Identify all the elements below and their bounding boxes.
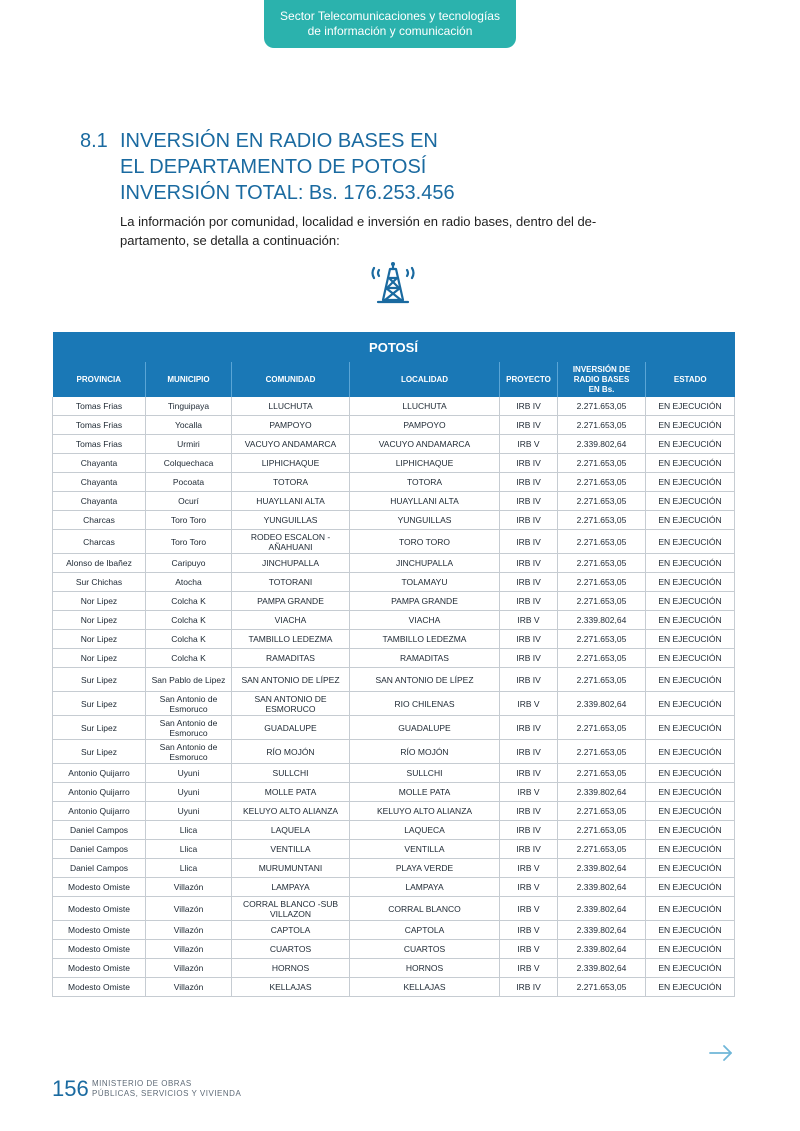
municipio-cell: Colcha K [146, 592, 232, 611]
estado-cell: EN EJECUCIÓN [646, 716, 735, 740]
table-row [53, 492, 735, 511]
municipio-cell: Ocurí [146, 492, 232, 511]
localidad-cell: PLAYA VERDE [350, 859, 500, 878]
col-header-proyecto: PROYECTO [500, 362, 558, 397]
ministry-name [92, 1079, 241, 1099]
comunidad-cell: HUAYLLANI ALTA [232, 492, 350, 511]
estado-cell: EN EJECUCIÓN [646, 473, 735, 492]
municipio-cell: Colcha K [146, 649, 232, 668]
proyecto-cell: IRB IV [500, 802, 558, 821]
table-row [53, 840, 735, 859]
municipio-cell: Uyuni [146, 783, 232, 802]
table-row [53, 764, 735, 783]
localidad-cell: LAQUECA [350, 821, 500, 840]
comunidad-cell: LAQUELA [232, 821, 350, 840]
proyecto-cell: IRB IV [500, 592, 558, 611]
inversion-cell: 2.271.653,05 [558, 840, 646, 859]
municipio-cell: Llica [146, 859, 232, 878]
estado-cell: EN EJECUCIÓN [646, 740, 735, 764]
inversion-cell: 2.271.653,05 [558, 716, 646, 740]
proyecto-cell: IRB IV [500, 740, 558, 764]
table-row [53, 897, 735, 921]
inversion-cell: 2.271.653,05 [558, 802, 646, 821]
estado-cell: EN EJECUCIÓN [646, 978, 735, 997]
comunidad-cell: LAMPAYA [232, 878, 350, 897]
inversion-cell: 2.271.653,05 [558, 492, 646, 511]
municipio-cell: Villazón [146, 940, 232, 959]
localidad-cell: PAMPOYO [350, 416, 500, 435]
proyecto-cell: IRB V [500, 859, 558, 878]
intro-line1: La información por comunidad, localidad e inversión en radio bases, dentro del de- [120, 214, 597, 229]
header-tab [264, 0, 516, 48]
municipio-cell: Caripuyo [146, 554, 232, 573]
estado-cell: EN EJECUCIÓN [646, 611, 735, 630]
municipio-cell: Llica [146, 821, 232, 840]
provincia-cell: Sur Lipez [53, 692, 146, 716]
localidad-cell: RIO CHILENAS [350, 692, 500, 716]
inversion-cell: 2.339.802,64 [558, 940, 646, 959]
radio-tower-icon [370, 260, 416, 306]
provincia-cell: Antonio Quijarro [53, 783, 146, 802]
comunidad-cell: SULLCHI [232, 764, 350, 783]
provincia-cell: Charcas [53, 511, 146, 530]
inversion-cell: 2.271.653,05 [558, 554, 646, 573]
proyecto-cell: IRB IV [500, 649, 558, 668]
comunidad-cell: TOTORANI [232, 573, 350, 592]
municipio-cell: Uyuni [146, 764, 232, 783]
estado-cell: EN EJECUCIÓN [646, 802, 735, 821]
localidad-cell: YUNGUILLAS [350, 511, 500, 530]
estado-cell: EN EJECUCIÓN [646, 940, 735, 959]
localidad-cell: LIPHICHAQUE [350, 454, 500, 473]
provincia-cell: Nor Lipez [53, 611, 146, 630]
proyecto-cell: IRB V [500, 897, 558, 921]
inversion-cell: 2.271.653,05 [558, 454, 646, 473]
localidad-cell: LLUCHUTA [350, 397, 500, 416]
inversion-cell: 2.271.653,05 [558, 397, 646, 416]
proyecto-cell: IRB IV [500, 764, 558, 783]
table-row [53, 397, 735, 416]
proyecto-cell: IRB IV [500, 668, 558, 692]
comunidad-cell: VIACHA [232, 611, 350, 630]
proyecto-cell: IRB IV [500, 716, 558, 740]
estado-cell: EN EJECUCIÓN [646, 416, 735, 435]
proyecto-cell: IRB IV [500, 416, 558, 435]
estado-cell: EN EJECUCIÓN [646, 511, 735, 530]
municipio-cell: Toro Toro [146, 511, 232, 530]
estado-cell: EN EJECUCIÓN [646, 573, 735, 592]
col-header-municipio: MUNICIPIO [146, 362, 232, 397]
inversion-cell: 2.339.802,64 [558, 611, 646, 630]
comunidad-cell: HORNOS [232, 959, 350, 978]
table-row [53, 978, 735, 997]
inversion-cell: 2.271.653,05 [558, 668, 646, 692]
provincia-cell: Tomas Frias [53, 435, 146, 454]
comunidad-cell: KELUYO ALTO ALIANZA [232, 802, 350, 821]
col-header-localidad: LOCALIDAD [350, 362, 500, 397]
estado-cell: EN EJECUCIÓN [646, 554, 735, 573]
table-row [53, 454, 735, 473]
table-row [53, 630, 735, 649]
provincia-cell: Sur Lipez [53, 668, 146, 692]
localidad-cell: GUADALUPE [350, 716, 500, 740]
inversion-cell: 2.271.653,05 [558, 530, 646, 554]
provincia-cell: Sur Lipez [53, 716, 146, 740]
proyecto-cell: IRB IV [500, 573, 558, 592]
provincia-cell: Nor Lipez [53, 592, 146, 611]
estado-cell: EN EJECUCIÓN [646, 592, 735, 611]
comunidad-cell: PAMPA GRANDE [232, 592, 350, 611]
inversion-cell: 2.271.653,05 [558, 740, 646, 764]
table-title: POTOSÍ [53, 332, 735, 362]
table-row [53, 921, 735, 940]
table-row [53, 878, 735, 897]
proyecto-cell: IRB V [500, 611, 558, 630]
inversion-cell: 2.271.653,05 [558, 473, 646, 492]
table-row [53, 573, 735, 592]
table-row [53, 692, 735, 716]
table-row [53, 859, 735, 878]
table-row [53, 611, 735, 630]
localidad-cell: CORRAL BLANCO [350, 897, 500, 921]
estado-cell: EN EJECUCIÓN [646, 649, 735, 668]
localidad-cell: VENTILLA [350, 840, 500, 859]
provincia-cell: Modesto Omiste [53, 978, 146, 997]
estado-cell: EN EJECUCIÓN [646, 692, 735, 716]
localidad-cell: HUAYLLANI ALTA [350, 492, 500, 511]
provincia-cell: Modesto Omiste [53, 940, 146, 959]
comunidad-cell: KELLAJAS [232, 978, 350, 997]
proyecto-cell: IRB V [500, 959, 558, 978]
municipio-cell: Colquechaca [146, 454, 232, 473]
localidad-cell: JINCHUPALLA [350, 554, 500, 573]
estado-cell: EN EJECUCIÓN [646, 840, 735, 859]
proyecto-cell: IRB IV [500, 840, 558, 859]
municipio-cell: Colcha K [146, 630, 232, 649]
municipio-cell: Villazón [146, 897, 232, 921]
comunidad-cell: RODEO ESCALON -AÑAHUANI [232, 530, 350, 554]
inversion-cell: 2.339.802,64 [558, 921, 646, 940]
col-header-estado: ESTADO [646, 362, 735, 397]
inversion-cell: 2.271.653,05 [558, 573, 646, 592]
ministry-line2: PÚBLICAS, SERVICIOS Y VIVIENDA [92, 1089, 242, 1098]
estado-cell: EN EJECUCIÓN [646, 668, 735, 692]
inversion-cell: 2.271.653,05 [558, 978, 646, 997]
ministry-line1: MINISTERIO DE OBRAS [92, 1079, 192, 1088]
municipio-cell: Pocoata [146, 473, 232, 492]
comunidad-cell: MOLLE PATA [232, 783, 350, 802]
proyecto-cell: IRB V [500, 692, 558, 716]
municipio-cell: Llica [146, 840, 232, 859]
inversion-cell: 2.271.653,05 [558, 764, 646, 783]
localidad-cell: TOTORA [350, 473, 500, 492]
municipio-cell: Uyuni [146, 802, 232, 821]
section-number: 8.1 [80, 130, 108, 152]
table-row [53, 554, 735, 573]
provincia-cell: Sur Chichas [53, 573, 146, 592]
col-header-inversion-line1: INVERSIÓN DE [572, 364, 631, 374]
provincia-cell: Daniel Campos [53, 821, 146, 840]
estado-cell: EN EJECUCIÓN [646, 959, 735, 978]
comunidad-cell: GUADALUPE [232, 716, 350, 740]
municipio-cell: Villazón [146, 878, 232, 897]
localidad-cell: SULLCHI [350, 764, 500, 783]
localidad-cell: TORO TORO [350, 530, 500, 554]
proyecto-cell: IRB V [500, 783, 558, 802]
municipio-cell: Villazón [146, 978, 232, 997]
intro-paragraph [120, 212, 610, 250]
inversion-cell: 2.339.802,64 [558, 435, 646, 454]
inversion-cell: 2.271.653,05 [558, 592, 646, 611]
inversion-cell: 2.271.653,05 [558, 649, 646, 668]
provincia-cell: Antonio Quijarro [53, 764, 146, 783]
table-row [53, 473, 735, 492]
comunidad-cell: PAMPOYO [232, 416, 350, 435]
table-row [53, 716, 735, 740]
municipio-cell: Villazón [146, 921, 232, 940]
localidad-cell: RÍO MOJÓN [350, 740, 500, 764]
proyecto-cell: IRB IV [500, 821, 558, 840]
comunidad-cell: RAMADITAS [232, 649, 350, 668]
comunidad-cell: VACUYO ANDAMARCA [232, 435, 350, 454]
municipio-cell: San Pablo de Lipez [146, 668, 232, 692]
investment-table [52, 332, 735, 997]
col-header-inversion-line2: RADIO BASES [573, 374, 630, 384]
table-row [53, 802, 735, 821]
proyecto-cell: IRB V [500, 435, 558, 454]
estado-cell: EN EJECUCIÓN [646, 878, 735, 897]
table-row [53, 668, 735, 692]
provincia-cell: Antonio Quijarro [53, 802, 146, 821]
localidad-cell: SAN ANTONIO DE LÍPEZ [350, 668, 500, 692]
provincia-cell: Sur Lipez [53, 740, 146, 764]
proyecto-cell: IRB V [500, 940, 558, 959]
inversion-cell: 2.271.653,05 [558, 630, 646, 649]
estado-cell: EN EJECUCIÓN [646, 897, 735, 921]
localidad-cell: KELUYO ALTO ALIANZA [350, 802, 500, 821]
localidad-cell: TAMBILLO LEDEZMA [350, 630, 500, 649]
provincia-cell: Nor Lipez [53, 630, 146, 649]
provincia-cell: Charcas [53, 530, 146, 554]
col-header-provincia: PROVINCIA [53, 362, 146, 397]
inversion-cell: 2.339.802,64 [558, 783, 646, 802]
estado-cell: EN EJECUCIÓN [646, 630, 735, 649]
estado-cell: EN EJECUCIÓN [646, 783, 735, 802]
table-row [53, 821, 735, 840]
municipio-cell: Yocalla [146, 416, 232, 435]
municipio-cell: Urmiri [146, 435, 232, 454]
comunidad-cell: LIPHICHAQUE [232, 454, 350, 473]
estado-cell: EN EJECUCIÓN [646, 454, 735, 473]
estado-cell: EN EJECUCIÓN [646, 921, 735, 940]
localidad-cell: CAPTOLA [350, 921, 500, 940]
arrow-right-icon[interactable] [708, 1044, 734, 1062]
estado-cell: EN EJECUCIÓN [646, 530, 735, 554]
page-number: 156 [52, 1076, 89, 1101]
municipio-cell: Villazón [146, 959, 232, 978]
localidad-cell: HORNOS [350, 959, 500, 978]
proyecto-cell: IRB IV [500, 492, 558, 511]
municipio-cell: San Antonio de Esmoruco [146, 716, 232, 740]
comunidad-cell: LLUCHUTA [232, 397, 350, 416]
estado-cell: EN EJECUCIÓN [646, 397, 735, 416]
inversion-cell: 2.271.653,05 [558, 511, 646, 530]
proyecto-cell: IRB IV [500, 397, 558, 416]
localidad-cell: MOLLE PATA [350, 783, 500, 802]
inversion-cell: 2.339.802,64 [558, 959, 646, 978]
table-body [53, 397, 735, 997]
comunidad-cell: VENTILLA [232, 840, 350, 859]
provincia-cell: Nor Lipez [53, 649, 146, 668]
table-row [53, 783, 735, 802]
comunidad-cell: TOTORA [232, 473, 350, 492]
provincia-cell: Chayanta [53, 473, 146, 492]
localidad-cell: TOLAMAYU [350, 573, 500, 592]
proyecto-cell: IRB IV [500, 630, 558, 649]
table-row [53, 530, 735, 554]
inversion-cell: 2.271.653,05 [558, 416, 646, 435]
estado-cell: EN EJECUCIÓN [646, 764, 735, 783]
header-tab-line1: Sector Telecomunicaciones y tecnologías [280, 9, 500, 23]
provincia-cell: Daniel Campos [53, 859, 146, 878]
localidad-cell: VACUYO ANDAMARCA [350, 435, 500, 454]
proyecto-cell: IRB IV [500, 530, 558, 554]
header-tab-line2: de información y comunicación [307, 24, 473, 38]
comunidad-cell: RÍO MOJÓN [232, 740, 350, 764]
provincia-cell: Chayanta [53, 454, 146, 473]
comunidad-cell: SAN ANTONIO DE LÍPEZ [232, 668, 350, 692]
estado-cell: EN EJECUCIÓN [646, 435, 735, 454]
localidad-cell: VIACHA [350, 611, 500, 630]
provincia-cell: Modesto Omiste [53, 878, 146, 897]
provincia-cell: Modesto Omiste [53, 959, 146, 978]
inversion-cell: 2.339.802,64 [558, 897, 646, 921]
section-title-line3: INVERSIÓN TOTAL: Bs. 176.253.456 [120, 182, 455, 204]
table-row [53, 416, 735, 435]
comunidad-cell: YUNGUILLAS [232, 511, 350, 530]
table-row [53, 940, 735, 959]
municipio-cell: Tinguipaya [146, 397, 232, 416]
section-title-line2: EL DEPARTAMENTO DE POTOSÍ [120, 156, 427, 178]
inversion-cell: 2.339.802,64 [558, 859, 646, 878]
estado-cell: EN EJECUCIÓN [646, 821, 735, 840]
provincia-cell: Tomas Frias [53, 416, 146, 435]
inversion-cell: 2.339.802,64 [558, 692, 646, 716]
proyecto-cell: IRB IV [500, 978, 558, 997]
proyecto-cell: IRB IV [500, 473, 558, 492]
municipio-cell: Atocha [146, 573, 232, 592]
table-row [53, 959, 735, 978]
provincia-cell: Chayanta [53, 492, 146, 511]
comunidad-cell: SAN ANTONIO DE ESMORUCO [232, 692, 350, 716]
estado-cell: EN EJECUCIÓN [646, 859, 735, 878]
proyecto-cell: IRB IV [500, 454, 558, 473]
localidad-cell: LAMPAYA [350, 878, 500, 897]
table-row [53, 649, 735, 668]
col-header-inversion [558, 362, 646, 397]
comunidad-cell: CAPTOLA [232, 921, 350, 940]
provincia-cell: Modesto Omiste [53, 897, 146, 921]
provincia-cell: Alonso de Ibañez [53, 554, 146, 573]
estado-cell: EN EJECUCIÓN [646, 492, 735, 511]
inversion-cell: 2.339.802,64 [558, 878, 646, 897]
municipio-cell: San Antonio de Esmoruco [146, 740, 232, 764]
localidad-cell: PAMPA GRANDE [350, 592, 500, 611]
provincia-cell: Modesto Omiste [53, 921, 146, 940]
comunidad-cell: CORRAL BLANCO -SUB VILLAZON [232, 897, 350, 921]
localidad-cell: RAMADITAS [350, 649, 500, 668]
proyecto-cell: IRB IV [500, 554, 558, 573]
table-row [53, 435, 735, 454]
comunidad-cell: MURUMUNTANI [232, 859, 350, 878]
table-row [53, 592, 735, 611]
col-header-comunidad: COMUNIDAD [232, 362, 350, 397]
localidad-cell: KELLAJAS [350, 978, 500, 997]
col-header-inversion-line3: EN Bs. [588, 384, 615, 394]
municipio-cell: Toro Toro [146, 530, 232, 554]
proyecto-cell: IRB V [500, 921, 558, 940]
table-row [53, 511, 735, 530]
inversion-cell: 2.271.653,05 [558, 821, 646, 840]
proyecto-cell: IRB IV [500, 511, 558, 530]
municipio-cell: San Antonio de Esmoruco [146, 692, 232, 716]
proyecto-cell: IRB V [500, 878, 558, 897]
intro-line2: partamento, se detalla a continuación: [120, 233, 340, 248]
provincia-cell: Tomas Frias [53, 397, 146, 416]
table-row [53, 740, 735, 764]
comunidad-cell: CUARTOS [232, 940, 350, 959]
comunidad-cell: TAMBILLO LEDEZMA [232, 630, 350, 649]
municipio-cell: Colcha K [146, 611, 232, 630]
section-title-line1: INVERSIÓN EN RADIO BASES EN [120, 130, 438, 152]
localidad-cell: CUARTOS [350, 940, 500, 959]
provincia-cell: Daniel Campos [53, 840, 146, 859]
comunidad-cell: JINCHUPALLA [232, 554, 350, 573]
